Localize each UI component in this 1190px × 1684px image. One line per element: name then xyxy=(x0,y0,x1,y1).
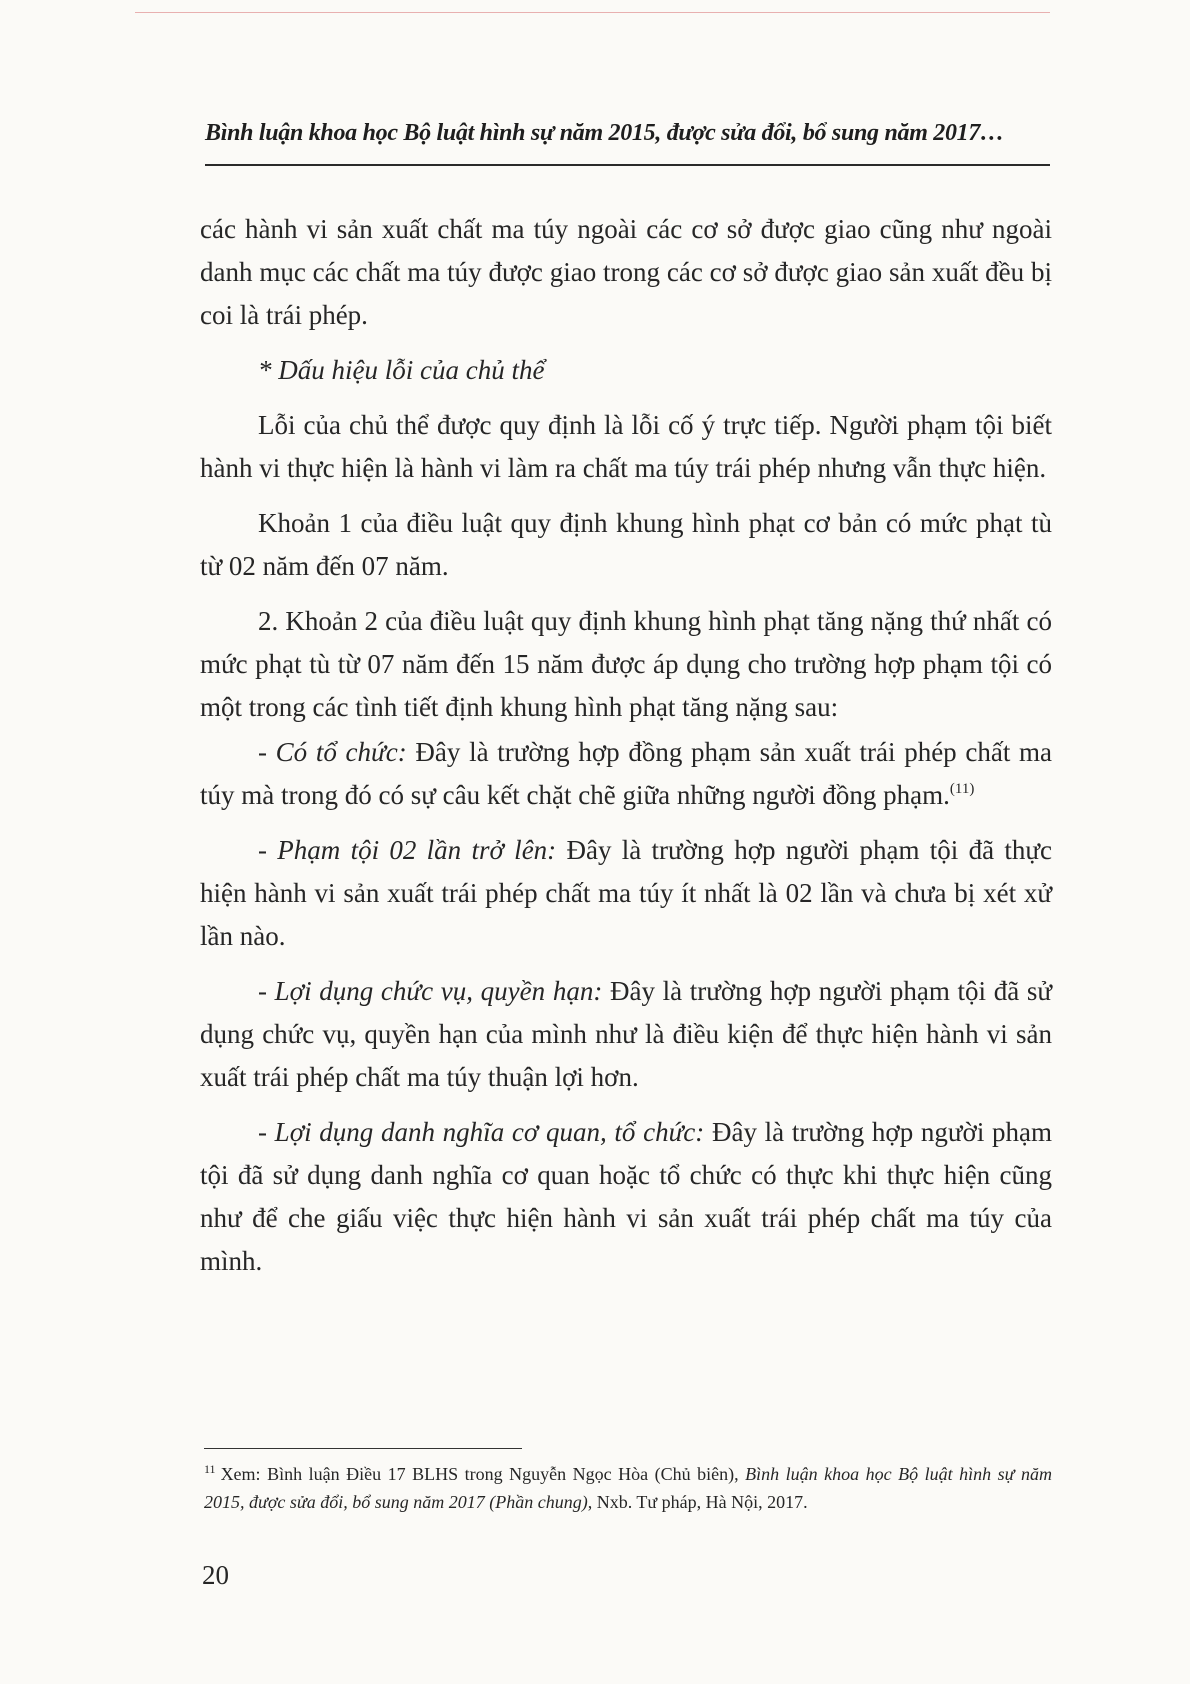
term-organized: - Có tổ chức: xyxy=(258,737,407,767)
paragraph-1: các hành vi sản xuất chất ma túy ngoài các cơ sở được giao cũng như ngoài danh mục các chất ma túy được giao trong các cơ sở được giao sản xuất đều bị coi là trái phép. xyxy=(200,214,1052,330)
section-heading-fault: * Dấu hiệu lỗi của chủ thể xyxy=(258,355,545,385)
paragraph-7 xyxy=(200,829,1052,958)
paragraph-5: 2. Khoản 2 của điều luật quy định khung hình phạt tăng nặng thứ nhất có mức phạt tù từ 07 năm đến 15 năm được áp dụng cho trường hợp phạm tội có một trong các tình tiết định khung hình phạt tăng nặng sau: xyxy=(200,606,1052,722)
paragraph-3: Lỗi của chủ thể được quy định là lỗi cố ý trực tiếp. Người phạm tội biết hành vi thực hiện là hành vi làm ra chất ma túy trái phép nhưng vẫn thực hiện. xyxy=(200,410,1052,483)
footnote-book-title: Bình luận khoa học Bộ luật hình sự năm 2015, được sửa đổi, bổ sung năm 2017 (Phần chung) xyxy=(204,1464,1053,1512)
paragraph-6-text: Đây là trường hợp đồng phạm sản xuất trái phép chất ma túy mà trong đó có sự câu kết chặt chẽ giữa những người đồng phạm. xyxy=(200,737,1053,810)
footnote xyxy=(204,1460,1052,1516)
paragraph-9 xyxy=(200,1111,1052,1283)
footnote-text-a: Xem: Bình luận Điều 17 BLHS trong Nguyễn Ngọc Hòa (Chủ biên), xyxy=(220,1464,746,1484)
paragraph-6 xyxy=(200,731,1052,817)
term-abuse-organization: - Lợi dụng danh nghĩa cơ quan, tổ chức: xyxy=(258,1117,705,1147)
page-top-edge xyxy=(135,12,1050,13)
footnote-reference: (11) xyxy=(949,781,975,797)
footnote-text-b: , Nxb. Tư pháp, Hà Nội, 2017. xyxy=(587,1492,808,1512)
term-abuse-position: - Lợi dụng chức vụ, quyền hạn: xyxy=(258,976,603,1006)
footnote-rule xyxy=(204,1448,522,1449)
paragraph-8 xyxy=(200,970,1052,1099)
paragraph-7-text: Đây là trường hợp người phạm tội đã thực hiện hành vi sản xuất trái phép chất ma túy ít nhất là 02 lần và chưa bị xét xử lần nào. xyxy=(200,835,1052,951)
footnote-mark: 11 xyxy=(204,1462,216,1476)
paragraph-9-text: Đây là trường hợp người phạm tội đã sử dụng danh nghĩa cơ quan hoặc tổ chức có thực khi thực hiện cũng như để che giấu việc thực hiện hành vi sản xuất trái phép chất ma túy của mình. xyxy=(200,1117,1052,1276)
paragraph-8-text: Đây là trường hợp người phạm tội đã sử dụng chức vụ, quyền hạn của mình như là điều kiện để thực hiện hành vi sản xuất trái phép chất ma túy thuận lợi hơn. xyxy=(200,976,1052,1092)
paragraph-4: Khoản 1 của điều luật quy định khung hình phạt cơ bản có mức phạt tù từ 02 năm đến 07 năm. xyxy=(200,508,1052,581)
header-rule xyxy=(205,164,1050,166)
running-header: Bình luận khoa học Bộ luật hình sự năm 2015, được sửa đổi, bổ sung năm 2017… xyxy=(205,120,1004,146)
term-repeat-offense: - Phạm tội 02 lần trở lên: xyxy=(258,835,557,865)
body-text xyxy=(200,208,1052,1295)
page-number: 20 xyxy=(202,1560,229,1590)
